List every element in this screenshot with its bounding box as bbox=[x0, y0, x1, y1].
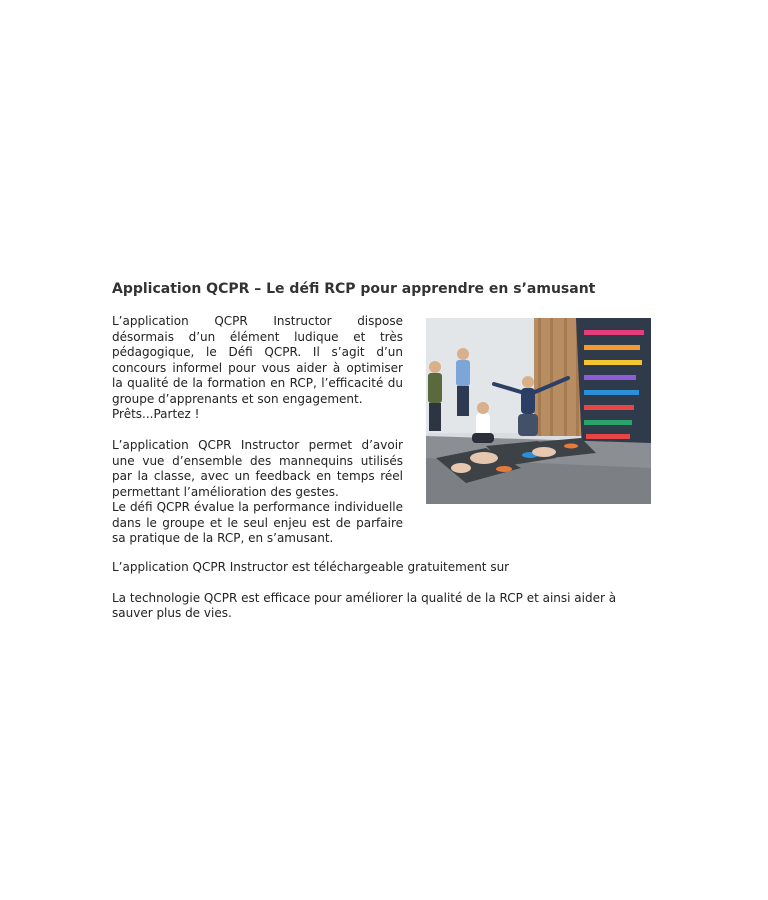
intro-block bbox=[112, 314, 657, 554]
technology-line: La technologie QCPR est efficace pour améliorer la qualité de la RCP et ainsi aider à sauver plus de vies. bbox=[112, 590, 617, 620]
cpr-training-photo bbox=[426, 318, 651, 504]
download-line: L’application QCPR Instructor est téléchargeable gratuitement sur bbox=[112, 560, 510, 574]
paragraph-gap bbox=[112, 423, 403, 439]
article bbox=[112, 279, 657, 622]
cpr-training-photo-icon bbox=[426, 318, 651, 504]
intro-paragraph-2: Prêts...Partez ! bbox=[112, 407, 200, 421]
article-title: Application QCPR – Le défi RCP pour apprendre en s’amusant bbox=[112, 281, 596, 297]
intro-text bbox=[112, 314, 403, 547]
intro-paragraph-3: L’application QCPR Instructor permet d’avoir une vue d’ensemble des mannequins utilisés par la classe, avec un feedback en temps réel permettant l’amélioration des gestes. bbox=[112, 438, 403, 499]
intro-paragraph-4: Le défi QCPR évalue la performance individuelle dans le groupe et le seul enjeu est de parfaire sa pratique de la RCP, en s’amusant. bbox=[112, 500, 403, 545]
intro-paragraph-1: L’application QCPR Instructor dispose désormais d’un élément ludique et très pédagogique, le Défi QCPR. Il s’agit d’un concours informel pour vous aider à optimiser la qualité de la formation en RCP, l’efficacité du groupe d’apprenants et son engagement. bbox=[112, 314, 403, 406]
